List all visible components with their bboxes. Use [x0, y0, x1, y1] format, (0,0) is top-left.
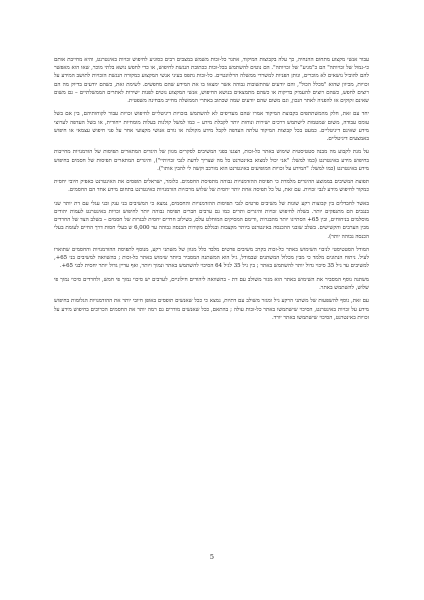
page-number: 5: [209, 553, 215, 561]
document-body: [54, 56, 369, 327]
paragraph-preference-for-colleagues: יחד עם זאת, חלק מהמשתתפים בקבוצת המיקוד אמרו שהם מעדיפים לא להשתמש בזכויות דיגיטליים לחיפוש זכויות עבור לקוחותיהם, בין אם בשל עומס עבודה, משום שמטמות לישתמש דרכים ישירות ונוחות יותר לקבלת מידע – כמו למשל קולגות בעלות מומחיות ייחודית, או בשל העדפה לערוצי מידע שאינם דיגיטליים. כמעט בכל קבוצות המיקוד עלתה העדפה לקבל מידע מקולגה או גורם אנושי מקצועי אחר על פני חיפוש עצמאי או חיפוש באמצעים דיגיטליים.: [54, 111, 369, 143]
paragraph-opportunities-vs-barriers: תפוצת המשיבים בממוצע ההיגדים מלמדת כי תפיסת ההזדמנויות גבוהה מתפיסת החסמים. כלומר, ישראלים תופסים את האינטרנט כאפיק חיובי יחסית כמקור לחיפוש מידע לגבי זכויות. עם זאת, על כל תפיסה אחת יותר יחסית של שלוש מרכזיות הזדמנויות כאינטרנט בתחום מידע אחד הם החסמים.: [54, 179, 369, 194]
paragraph-group-differences: באשר לחבדלים בין קבוצות רקע שונות של משיבים פרטים לגבי תפיסות ההזדמנויות והחסמים, נמצא כי המשיבים בני ענק ובני עגלי עם דת יותר שני בנגבים הם מתנפקים יותר. בשלה לחיפוש זכויות והיגרים ותרים כמו גם ערבים חברים תפיסה גבוהה יותר לחיפוש זכויות באינטרנט לעמות יהודים מוסלמים בניחוחים, ובין 65+ הסתייגו יותר מהבגרות ,ודימם המסיקים המוחלט עלם, בשילוב חרדים יחסית לבגרות של חסמים – בשלב הצד של החרדים מבין הערבים והקשישים. בשלב שובני ההכנסה באינטרנט ביותר מקצבות ובגללם מקורות הכנסה גבוהה עד 6,000 ש בעלי חסות דרך החיים לעומת בעלי הכנסה גבוהה יותר).: [54, 200, 369, 240]
paragraph-perception-effects: עם זאת, גוסף להשפעות של משתני הרקע גיל ומגזר משולב עם דתיות, נמצא כי ככל שאנשים תופסים באופן חיובי יותר את ההזדמנויות הגלומות בחיפוש מידע על זכויות באינטרנט, הסיכוי שישתמשו באתר כל-זכות עולה ; בהתאם, ככל שאנשים מודרים גם רמה יותר את החסמים הכרוכים בחיפוש מידע על זכויות באינטרנט, הסיכוי שישתמשו באתר יורד.: [54, 298, 369, 321]
paragraph-sector-religion: משתנה נוסף המסביר את השימוש באתר הוא מגזר משולב עם דת - בהשוואה ליהודים חילוניים, לערבים יש סיכוי נמוך פי חמש, ולחרדים סיכוי נמוך פי שלוש, להשתמש באתר.: [54, 276, 369, 291]
paragraph-survey-statements: על מנת לקבוע מה מבנה סטטיסטית שימוש באתר כל-זכות, הצגנו בפני המשיבים לסקרים מגוון של היגדים המתארים תפיסות של הזדמנויות מחייבות בחיפוש מידע באינטרנט (כמו למשל: "אני יכול למצוא באינטרנט כל מה שצריך לדעת לגבי זכויותיי"), והיגדים המתארים תפיסות של חסמים בחיפוש מידע באינטרנט (כמו למשל: "המידע על זכויות המופיעים באינטרנט הוא מורכב וקשה לי להבין אותו").: [54, 149, 369, 172]
paragraph-statistical-model: המודל הסטטיסטי לניבוי השימוש באתר כל-זכות בקרב משיבים פרטים מלבד כלל מגוון של משתני רקע, מנוסף לתפיסת ההזדמנויות והחסמים שתוארו לעיל. ניתוח הנתונים מלמד כי מבין מכלול המשתנים שבמודל, גיל הוא המשתנה המסביר ביותר שימוש באתר כל-זכות ; בהשוואה למשיבים בני 65+, למשיבים עד גיל 35 סיכוי גדול יותר להשתמש באתר ; בין גיל 35 לגיל 64 הסיכוי להשתמש באתר ונמוך ויותר, ואף עדיין גדול יותר יחסית לבני 65+.: [54, 247, 369, 270]
paragraph-usage-by-professionals: עבור אנשי מקצוע מתחום ההנחיה, כך עלה בקבוצות המיקוד, אתגר כל-זכות משמש במצבים רבים כסוגיע לחיפוש זכויות באינטרנט, והיא מחייבת אותם כי-גמול של זכויותה" הם כ"מגיע" של זכויותה". הם נוטים להשתמש בכל-זכות ככתובת הנגשת לחיפוש, או כדי לחפש נושא בלתי מוכר, שאו הוא מאפשר להם להוביל נושאים לא מוכרים, ונותן הפניות למשרדי ממשלה הרלוונטיים. כל-זכות נתפס בעיני אנשי המקצוע כמקורה הנגשת הזכויות לתושב המידע על זכויות, מכיוון שהוא "מכלל הכול", והם יודעים שהתשובות גבוהה אשר ימצאו בו את המידע שהם מחפשים. לשימת זאת, כשהם יודעים בדיוק מה הם רוצים לחפש, כשהם רוצים להעמיק בדיקות או כשהם מתמצאים בנושא החיפוש, אנשי המקצוע נוטים לפנות ישירות לאתרים הממשלתיים – גם משום שאינם זקוקים אז להפניה לאתר הנכון, וגם משום שהם יודעים שמה שכתוב באתרי הממשלה מחייב מבחינה משפטית.: [54, 57, 369, 105]
